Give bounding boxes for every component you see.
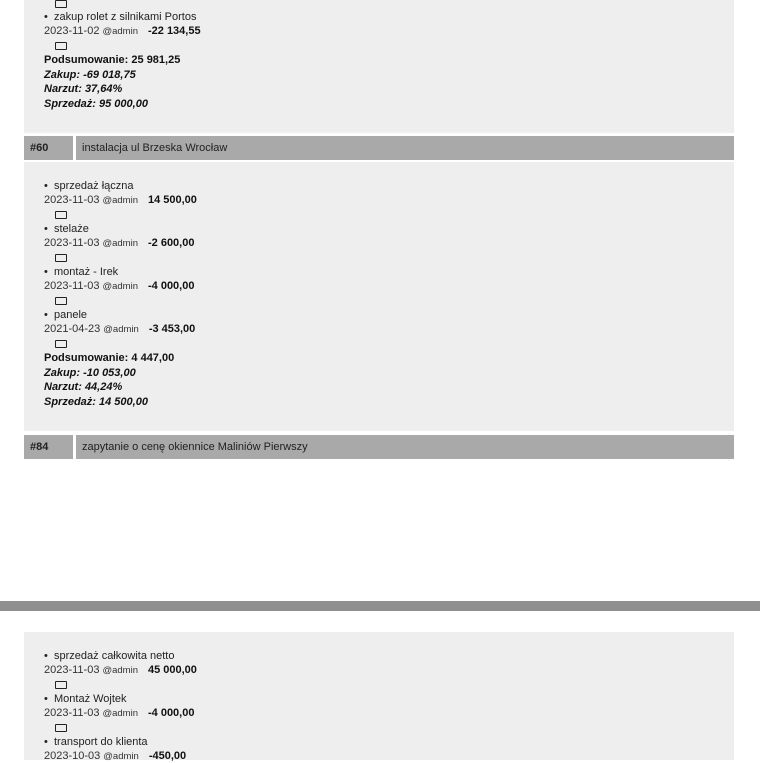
item-user: @admin [102,195,138,206]
item-date: 2023-11-02 [44,25,100,37]
list-item [44,180,197,219]
order-header-60[interactable] [24,136,734,160]
bullet-icon: • [44,650,48,662]
order-title[interactable]: instalacja ul Brzeska Wrocław [82,142,228,154]
summary-zakup: Zakup: -10 053,00 [44,366,136,379]
order-summary [44,351,174,409]
order-panel-previous [24,0,734,133]
bullet-icon: • [44,309,48,321]
edit-icon[interactable] [55,724,67,732]
item-date: 2021-04-23 [44,323,101,335]
bullet-icon: • [44,11,48,23]
order-number: #60 [24,136,76,160]
summary-total: Podsumowanie: 4 447,00 [44,352,175,364]
item-amount: -4 000,00 [147,707,195,719]
item-user: @admin [102,708,138,719]
order-panel-60 [24,162,734,431]
item-name: sprzedaż łączna [54,180,134,192]
item-name: stelaże [54,223,89,235]
summary-narzut: Narzut: 37,64% [44,83,123,95]
summary-zakup: Zakup: -69 018,75 [44,68,136,81]
bullet-icon: • [44,180,48,192]
list-item [44,650,197,689]
item-date: 2023-11-03 [44,237,100,249]
item-name: sprzedaż całkowita netto [54,650,175,662]
list-item [44,266,194,305]
item-amount: -450,00 [148,750,187,762]
edit-icon[interactable] [55,340,67,348]
item-date: 2023-11-03 [44,664,100,676]
list-item [44,309,195,348]
item-amount: -3 453,00 [148,323,196,335]
item-amount: -22 134,55 [147,25,201,37]
item-name: panele [54,309,88,321]
item-date: 2023-11-03 [44,707,100,719]
summary-total: Podsumowanie: 25 981,25 [44,54,181,66]
order-header-84[interactable] [24,435,734,459]
item-name: zakup rolet z silnikami Portos [54,11,197,23]
item-user: @admin [102,26,138,37]
order-number: #84 [24,435,76,459]
item-user: @admin [102,665,138,676]
item-name: transport do klienta [54,736,148,748]
item-user: @admin [102,281,138,292]
item-name: Montaż Wojtek [54,693,127,705]
item-amount: -2 600,00 [147,237,195,249]
bullet-icon: • [44,266,48,278]
summary-narzut: Narzut: 44,24% [44,381,123,393]
edit-icon[interactable] [44,0,67,8]
section-divider [0,601,760,611]
item-amount: 14 500,00 [147,194,197,206]
item-date: 2023-11-03 [44,280,100,292]
list-item [44,223,194,262]
bullet-icon: • [44,693,48,705]
edit-icon[interactable] [55,254,67,262]
summary-sprzedaz: Sprzedaż: 95 000,00 [44,97,148,110]
summary-sprzedaz: Sprzedaż: 14 500,00 [44,395,148,408]
order-summary [44,53,180,111]
item-user: @admin [103,324,139,335]
item-amount: -4 000,00 [147,280,195,292]
item-user: @admin [103,751,139,762]
edit-icon[interactable] [55,681,67,689]
item-name: montaż - Irek [54,266,119,278]
edit-icon[interactable] [55,42,67,50]
order-panel-next [24,632,734,760]
edit-icon[interactable] [55,297,67,305]
list-item [44,11,201,50]
bullet-icon: • [44,736,48,748]
edit-icon[interactable] [55,211,67,219]
item-amount: 45 000,00 [147,664,197,676]
item-user: @admin [102,238,138,249]
list-item [44,693,194,732]
bullet-icon: • [44,223,48,235]
item-date: 2023-10-03 [44,750,101,762]
list-item [44,736,186,763]
item-date: 2023-11-03 [44,194,100,206]
order-title[interactable]: zapytanie o cenę okiennice Maliniów Pierwszy [82,441,308,453]
